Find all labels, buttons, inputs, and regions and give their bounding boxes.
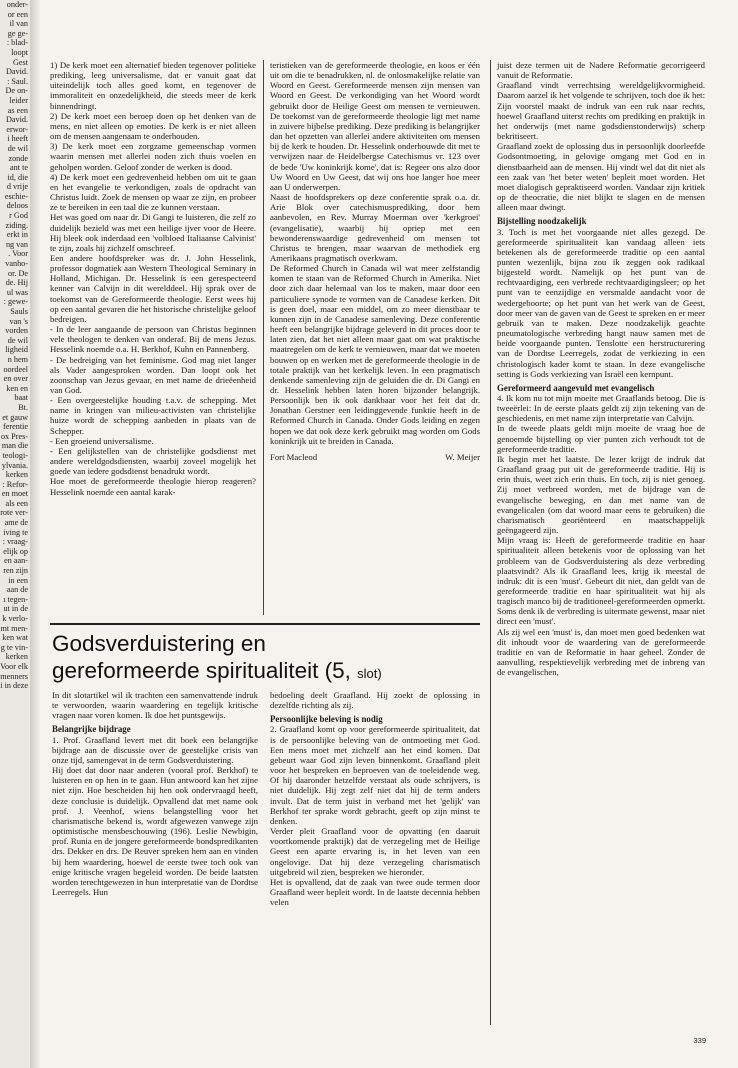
column-rule	[263, 60, 264, 615]
margin-fragment: ferentie	[3, 422, 28, 432]
paragraph: Hoe moet de gereformeerde theologie hierop reageren? Hesselink noemde een aantal karak-	[50, 476, 256, 497]
paragraph: - Een overgeestelijke houding t.a.v. de schepping. Met name in kringen van milieu-activisten van christelijke huize wordt de schepping aanbeden in plaats van de Schepper.	[50, 395, 256, 436]
margin-fragment: erkt in	[6, 230, 28, 240]
margin-fragment: : vraag-	[2, 537, 28, 547]
margin-fragment: ken wat	[2, 633, 28, 643]
margin-fragment: rote ver-	[0, 508, 28, 518]
margin-fragment: als een	[5, 498, 28, 508]
margin-fragment: d vrije	[6, 182, 28, 192]
margin-fragment: De on-	[5, 86, 28, 96]
article-part: (5,	[324, 658, 351, 683]
margin-fragment: erwor-	[6, 124, 28, 134]
signature	[270, 452, 480, 462]
paragraph: Het was goed om naar dr. Di Gangi te luisteren, die zelf zo duidelijk bezield was met een heilige ijver voor de Heere. Hij bleek ook inderdaad een 'volbloed Italiaanse Calvinist' te zijn, zoals hij zichzelf omschreef.	[50, 212, 256, 253]
article-title-line-2: gereformeerde spiritualiteit	[52, 658, 319, 683]
margin-fragment: : blad-	[6, 38, 28, 48]
margin-fragment: i in deze	[0, 681, 28, 691]
column-1	[50, 60, 256, 497]
article-column-b	[270, 690, 480, 907]
column-2	[270, 60, 480, 462]
margin-fragment: k verlo-	[2, 614, 28, 623]
article-part-slot: slot)	[357, 666, 382, 681]
magazine-page	[42, 40, 710, 1045]
margin-fragment: mt men-	[0, 623, 28, 633]
paragraph: bedoeling deelt Graafland. Hij zoekt de oplossing in dezelfde richting als zij.	[270, 690, 480, 711]
margin-fragment: ut in de	[3, 604, 28, 614]
paragraph: 4. Ik kom nu tot mijn moeite met Graaflands betoog. Die is tweeërlei: In de eerste plaats geldt zij zijn tekening van de geschiedenis, en met name zijn interpretatie van Calvijn.	[497, 393, 705, 424]
margin-fragment: onder-	[6, 0, 28, 9]
margin-fragment: aan de	[6, 585, 28, 595]
margin-fragment: ox Pres-	[0, 431, 28, 441]
margin-fragment: ren zijn	[3, 566, 28, 576]
margin-fragment: ant te	[10, 163, 28, 173]
margin-fragment: de wil	[7, 335, 28, 345]
paragraph: In dit slotartikel wil ik trachten een samenvattende indruk te verwoorden, waarin waardering en tegelijk kritische vragen naar voren komen. Ik doe het puntsgewijs.	[52, 690, 258, 721]
margin-fragment: et gauw	[2, 412, 28, 422]
margin-fragment: de wil	[7, 143, 28, 153]
signature-name: W. Meijer	[445, 451, 480, 462]
page-spine	[30, 0, 40, 1068]
paragraph: Naast de hoofdsprekers op deze conferentie sprak o.a. dr. Arie Blok over catechismusprediking, door hem aanbevolen, en Rev. Murray Moerman over 'kerkgroei' (evangelisatie), waarbij hij opriep met een bewonderenswaardige gedrevenheid om mensen tot Christus te brengen, maar waarvan de methodiek erg Amerikaans pragmatisch overkwam.	[270, 192, 480, 263]
paragraph: 2. Graafland komt op voor gereformeerde spiritualiteit, dat is de persoonlijke beleving van de ontmoeting met God. Een mens moet met zichzelf aan het eind komen. Dat gebeurt waar God zijn leven binnenkomt. Graafland pleit voor het bespreken en beproeven van de toeleidende weg. Of hij daaronder hetzelfde verstaat als oude schrijvers, is niet duidelijk. Hij zegt zelf niet dat hij de term anders invult. Dat de term juist in verband met het 'gelijk' van Berkhof ter sprake wordt gebracht, geeft op zijn minst te denken.	[270, 724, 480, 826]
margin-fragment: ame de	[4, 518, 28, 528]
margin-fragment: ge ge-	[7, 28, 28, 38]
margin-fragment: zonde	[8, 153, 28, 163]
article-title	[52, 630, 492, 687]
margin-fragment: g te vin-	[0, 642, 28, 652]
margin-fragment: en aan-	[4, 556, 28, 566]
article-column-a	[52, 690, 258, 897]
paragraph: - Een groeiend universalisme.	[50, 435, 154, 446]
margin-fragment: r God	[9, 211, 28, 221]
paragraph: juist deze termen uit de Nadere Reformatie gecorrigeerd vanuit de Reformatie.	[497, 60, 705, 81]
margin-fragment: in een	[8, 575, 28, 585]
paragraph: Het is opvallend, dat de zaak van twee oude termen door Graafland weer bepleit wordt. In de laatste decennia hebben velen	[270, 876, 480, 908]
paragraph: 1. Prof. Graafland levert met dit boek een belangrijke bijdrage aan de discussie over de geestelijke crisis van onze tijd, samengevat in de term Godsverduistering.	[52, 734, 258, 765]
column-2-text	[270, 60, 480, 446]
paragraph: In de tweede plaats geldt mijn moeite de vraag hoe de genoemde bijstelling op vier punten zich verhoudt tot de gereformeerde traditie.	[497, 423, 705, 454]
paragraph: Een andere hoofdspreker was dr. J. John Hesselink, professor dogmatiek aan Western Theological Seminary in Holland, Michigan. Dr. Hesselink is een gerespecteerd kenner van Calvijn in dit werelddeel. Hij sprak over de toekomst van de Gereformeerde theologie. Eerst wees hij op een aantal gevaren die het historische christelijke geloof bedreigen.	[50, 252, 257, 324]
paragraph: - In de leer aangaande de persoon van Christus beginnen vele theologen te denken van onderaf. Bij de mens Jezus. Hesselink noemde o.a. H. Berkhof, Kuhn en Pannenberg.	[50, 324, 256, 355]
margin-fragment: Sauls	[10, 307, 28, 316]
margin-fragment: ligheid	[5, 345, 28, 355]
margin-fragment: or een	[7, 9, 28, 19]
margin-fragment: ng van	[5, 239, 28, 249]
margin-fragment: Gest	[12, 57, 28, 67]
margin-fragment: i heeft	[7, 134, 28, 144]
margin-fragment: van 's	[9, 316, 28, 326]
margin-fragment: ı tegen-	[3, 594, 28, 604]
margin-fragment: en moet	[1, 489, 28, 499]
section-heading: Persoonlijke beleving is nodig	[270, 714, 383, 725]
margin-fragment: il van	[9, 19, 28, 29]
column-rule	[490, 60, 491, 1025]
margin-fragment: deloos	[6, 201, 28, 211]
margin-fragment: n hem	[7, 354, 28, 364]
margin-fragment: teologi-	[2, 450, 28, 460]
paragraph: - De bedreiging van het feminisme. God mag niet langer als Vader aangesproken worden. Dan loopt ook het zoonschap van Jezus gevaar, en met name de drieëenheid van God.	[50, 354, 256, 395]
margin-fragment: ken en	[6, 383, 28, 393]
paragraph: 1) De kerk moet een alternatief bieden tegenover politieke prediking, leeg universalisme, dat er vanuit gaat dat uiteindelijk toch alles goed komt, en tegenover de immoraliteit en onzedelijkheid, die steeds meer de kerk binnendringt.	[50, 60, 256, 111]
margin-fragment: id, die	[7, 172, 28, 182]
section-heading: Belangrijke bijdrage	[52, 724, 131, 735]
margin-fragment: : gewe-	[3, 297, 28, 307]
article-title-line-1: Godsverduistering en	[52, 631, 266, 656]
left-page-margin	[0, 0, 30, 1068]
margin-fragment: ul was	[6, 287, 28, 297]
paragraph: teristieken van de gereformeerde theologie, en koos er één uit om die te benadrukken, nl. de onlosmakelijke relatie van Woord en Geest. Gereformeerde mensen zijn mensen van Woord en Geest. De verkondiging van het Woord wordt gebruikt door de Heilige Geest om mensen te vernieuwen. De toekomst van de gereformeerde theologie ligt met name in zuivere bijbelse prediking. Deze prediking is belangrijker dan het opzetten van allerlei andere aktiviteiten om mensen bij de kerk te houden. Dr. Hesselink onderbouwde dit met te verwijzen naar de Heidelbergse Catechismus vr. 123 over de bede 'Uw koninkrijk kome', dat is: Regeer ons alzo door Uw Woord en Uw Geest, dat wij ons hoe langer hoe meer aan U onderwerpen.	[270, 60, 480, 192]
paragraph: De Reformed Church in Canada wil wat meer zelfstandig komen te staan van de Reformed Church in Amerika. Niet door zich daar helemaal van los te maken, maar door een particuliere synode te vormen van de Canadese kerken. Dit is geen doel, maar een middel, om zo meer dienstbaar te kunnen zijn in de Canadese samenleving. Deze conferentie heeft een belangrijke bijdrage geleverd in dit proces door te laten zien, dat het niet alleen maar gaat om wat praktische maatregelen om de kerk te vernieuwen, maar dat we moeten bouwen op en werken met de gereformeerde theologie in de totale praktijk van het kerkelijk leven. In een pragmatisch denkende samenleving zijn de geluiden die dr. Di Gangi en dr. Hesselink hebben laten horen bijzonder belangrijk. Persoonlijk ben ik ook dankbaar voor het feit dat dr. Jonathan Gerstner een leidinggevende funktie heeft in de Reformed Church in Canada. Onder Gods leiding en zegen hopen we dat ook deze kerk gebruikt mag worden om Gods koninkrijk uit te breiden in Canada.	[270, 263, 480, 446]
margin-fragment: menners	[0, 671, 28, 681]
signature-place: Fort Macleod	[270, 451, 318, 462]
margin-fragment: or. De	[7, 268, 28, 278]
paragraph: Verder pleit Graafland voor de opvatting (en daaruit voortkomende praktijk) dat de verzegeling met de Heilige Geest een aparte ervaring is, in het leven van een ongelovige. Dat hij deze verzegeling charismatisch uitgebreid wil zien, bespreken we hieronder.	[270, 826, 480, 877]
margin-fragment: ylvania.	[1, 460, 28, 470]
margin-fragment: oordeel	[3, 364, 28, 374]
margin-fragment: iving te	[3, 527, 28, 537]
section-heading: Bijstelling noodzakelijk	[497, 216, 587, 227]
paragraph: 3. Toch is met het voorgaande niet alles gezegd. De gereformeerde spiritualiteit kan vandaag alleen iets betekenen als de gereformeerde traditie op een aantal punten wezenlijk, bijna zou ik zeggen ook radikaal bijgesteld wordt. Namelijk op het punt van de rechtvaardiging, een verbrede rechtvaardigingsleer; op het punt van te eenzijdige en versmalde aandacht voor de wedergeboorte; op het punt van het werk van de Geest, door meer van de gaven van de Geest te spreken en er meer gebruik van te maken. Deze noodzakelijk geachte pneumatologische verbreding hangt nauw samen met de beide voorgaande punten. Tenslotte een herstructurering van de Dordtse Leerregels, zodat de verkiezing in een christologisch kader komt te staan. In deze evangelische setting is Gods verkiezing van Israël een kernpunt.	[497, 226, 705, 379]
margin-fragment: David.	[5, 67, 28, 77]
margin-fragment: elijk op	[3, 546, 28, 556]
margin-fragment: eschie-	[4, 191, 28, 201]
margin-fragment: : Saul.	[7, 76, 28, 86]
paragraph: 3) De kerk moet een zorgzame gemeenschap vormen waarin mensen met allerlei noden zich thuis voelen en geholpen worden. Geloof zonder de werken is dood.	[50, 141, 256, 172]
margin-fragment: en over	[3, 374, 28, 384]
section-divider	[50, 623, 480, 625]
margin-fragment: ziding.	[5, 220, 28, 230]
section-heading: Gereformeerd aangevuld met evangelisch	[497, 382, 655, 393]
paragraph: - Een gelijkstellen van de christelijke godsdienst met andere wereldgodsdiensten, waarbij zoveel mogelijk het goede van iedere godsdienst benadrukt wordt.	[50, 445, 256, 477]
paragraph: 4) De kerk moet een gedrevenheid hebben om uit te gaan en het evangelie te verkondigen, zoals de opdracht van Christus luidt. Zoek de mensen op waar ze zijn, en probeer ze te bereiken in een taal die ze kunnen verstaan.	[50, 171, 256, 213]
margin-fragment: kerken	[5, 470, 28, 480]
margin-fragment: man die	[1, 441, 28, 451]
paragraph: Mijn vraag is: Heeft de gereformeerde traditie en haar spiritualiteit alleen betekenis voor de oplossing van het probleem van de Godsverduistering als deze verbreding plaatsvindt? Als ik Graafland lees, krijg ik meestal de indruk: dit is een 'must'. Gebeurt dit niet, dan geldt van de gereformeerde traditie en haar spiritualiteit wat hij als tragisch manco bij de traditioneel-gereformeerden opmerkt. Soms denk ik de verbreding is uitermate gewenst, maar niet direct een 'must'.	[497, 535, 705, 627]
paragraph: 2) De kerk moet een beroep doen op het denken van de mens, en niet alleen op emoties. De kerk is er niet alleen om de mensen aangenaam te onderhouden.	[50, 110, 256, 142]
margin-fragment: leider	[9, 95, 28, 105]
margin-fragment: vorden	[5, 326, 28, 336]
margin-fragment: Voor elk	[0, 661, 28, 671]
margin-fragment: . Voor	[8, 249, 28, 259]
margin-fragment: vanho-	[5, 259, 28, 269]
paragraph: Ik begin met het laatste. De lezer krijgt de indruk dat Graafland graag put uit de gereformeerde traditie. Hij is erin thuis, weet zich erin thuis. En toch, zij is niet genoeg. Zij moet verbreed worden, met de bijdrage van de evangelische beweging, en dan met name van de evangelicalen (om dat woord maar eens te gebruiken) die charismatisch georiënteerd en maatschappelijk geëngageerd zijn.	[497, 453, 705, 536]
margin-fragment: loopt	[11, 47, 28, 57]
margin-fragment: : Refor-	[2, 479, 28, 489]
paragraph: Graafland zoekt de oplossing dus in persoonlijk doorleefde Godsontmoeting, in gelovige omgang met God en in dienstbaarheid aan de mensen. Hij vindt wel dat dit niet als een zaak van 'het beter weten' bepleit moet worden. Het moet dialogisch gepraktiseerd worden. Vandaar zijn kritiek op de theocratie, die niet blijkt te slagen en de mensen alleen maar dwingt.	[497, 141, 705, 213]
page-number: 339	[693, 1036, 706, 1045]
margin-fragment: as een	[7, 105, 28, 115]
paragraph: Hij doet dat door naar anderen (vooral prof. Berkhof) te luisteren en op hen in te gaan. Hun antwoord kan het zijne niet zijn. Hoe bescheiden hij hen ook ondervraagd heeft, deze conclusie is duidelijk. Opvallend dat met name ook prof. J. Veenhof, wiens belangstelling voor het charismatische bekend is, wordt afgewezen vanwege zijn optimistische mensbeschouwing (196). Leslie Newbigin, prof. Runia en de jongere gereformeerde bondspredikanten drs. Dekker en drs. De Reuver spreken hem aan en vinden bij hem waardering, hoewel de eerste twee toch ook van enige kritische vragen begeleid worden. De beide laatsten worden terechtgewezen in hun interpretatie van de Dordtse Leerregels. Hun	[52, 765, 258, 897]
margin-fragment: de. Hij	[5, 278, 28, 288]
column-3	[497, 60, 705, 677]
margin-fragment: Bt.	[18, 402, 28, 412]
margin-fragment: David.	[5, 115, 28, 125]
paragraph: Graafland vindt verrechtsing wereldgelijkvormigheid. Daarom aarzel ik het volgende te schrijven, toch doe ik het: Zijn voorstel maakt de indruk van een ruk naar rechts, hoewel Graafland uiterst rechts om prediking en praktijk in het onderwijs (met name godsdienstonderwijs) scherp bekritiseert.	[497, 80, 705, 142]
margin-fragment: kerken	[5, 652, 28, 662]
paragraph: Als zij wel een 'must' is, dan moet men goed bedenken wat dit inhoudt voor de waardering van de gereformeerde traditie en van de Reformatie in haar geheel. Zonder de aanvulling, respektievelijk verbreding met de inbreng van de evangelischen,	[497, 626, 705, 678]
margin-fragment: baat	[14, 393, 28, 403]
